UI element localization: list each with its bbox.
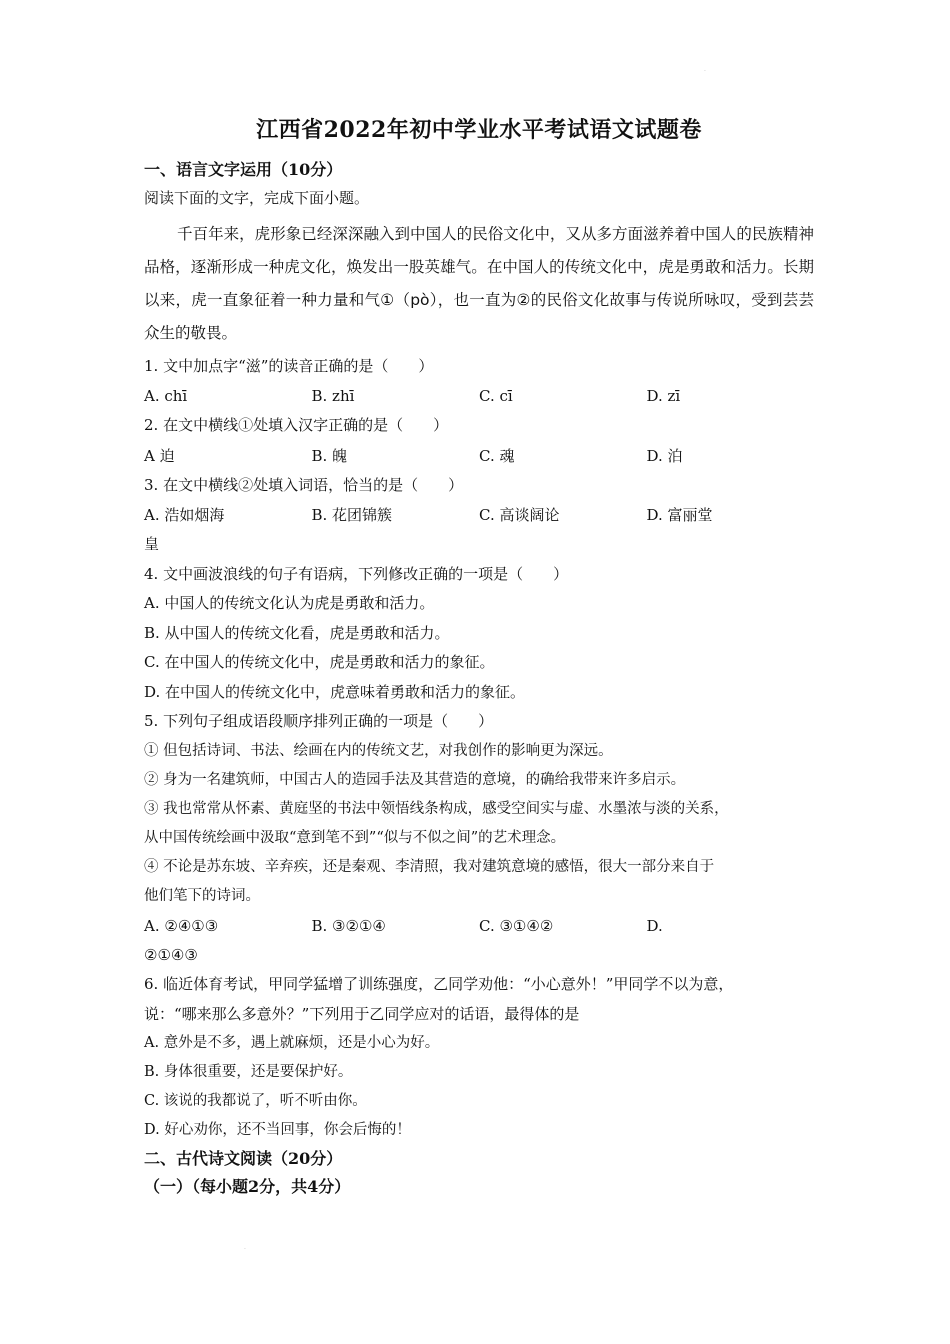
q1-option-d[interactable]: D. zī xyxy=(646,387,681,405)
q2-option-b[interactable]: B. 魄 xyxy=(311,446,348,465)
q5-sentence-1: ① 但包括诗词、书法、绘画在内的传统文艺，对我创作的影响更为深远。 xyxy=(144,742,613,759)
q6-option-d[interactable]: D. 好心劝你，还不当回事，你会后悔的！ xyxy=(144,1122,411,1138)
q5-option-b[interactable]: B. ③②①④ xyxy=(311,916,386,935)
q6-option-b[interactable]: B. 身体很重要，还是要保护好。 xyxy=(144,1064,353,1080)
q5-sentence-4-cont: 他们笔下的诗词。 xyxy=(144,887,260,904)
section1-heading: 一、语言文字运用（10分） xyxy=(144,160,343,179)
reading-passage: 千百年来，虎形象已经深深融入到中国人的民俗文化中，又从多方面滋养着中国人的民族精神品格，逐渐形成一种虎文化，焕发出一股英雄气。在中国人的传统文化中，虎是勇敢和活力。长期以来，虎一直象征着一种力量和气①（pò），也一直为②的民俗文化故事与传说所咏叹，受到芸芸众生的敬畏。 xyxy=(144,224,814,342)
q5-options xyxy=(144,911,814,941)
q2-options xyxy=(144,441,814,471)
section1-instruction: 阅读下面的文字，完成下面小题。 xyxy=(144,189,370,207)
q3-option-d[interactable]: D. 富丽堂 xyxy=(646,506,713,524)
q6-option-c[interactable]: C. 该说的我都说了，听不听由你。 xyxy=(144,1093,367,1109)
q4-option-c[interactable]: C. 在中国人的传统文化中，虎是勇敢和活力的象征。 xyxy=(144,653,495,671)
q1-options xyxy=(144,381,814,411)
q3-option-d-overflow: 皇 xyxy=(144,535,160,553)
q5-sentence-3: ③ 我也常常从怀素、黄庭坚的书法中领悟线条构成，感受空间实与虚、水墨浓与淡的关系， xyxy=(144,800,729,817)
q5-option-a[interactable]: A. ②④①③ xyxy=(144,916,219,935)
q6-option-a[interactable]: A. 意外是不多，遇上就麻烦，还是小心为好。 xyxy=(144,1035,440,1051)
q4-option-d[interactable]: D. 在中国人的传统文化中，虎意味着勇敢和活力的象征。 xyxy=(144,682,526,701)
q4-option-b[interactable]: B. 从中国人的传统文化看，虎是勇敢和活力。 xyxy=(144,623,450,642)
exam-title: 江西省2022年初中学业水平考试语文试题卷 xyxy=(256,117,702,143)
q6-stem-line1: 6. 临近体育考试，甲同学猛增了训练强度，乙同学劝他：“小心意外！”甲同学不以为意， xyxy=(144,975,734,993)
q5-stem: 5. 下列句子组成语段顺序排列正确的一项是（ ） xyxy=(144,712,494,730)
q1-stem: 1. 文中加点字“滋”的读音正确的是（ ） xyxy=(144,356,434,375)
q1-option-c[interactable]: C. cī xyxy=(479,387,513,405)
q2-option-a[interactable]: A 迫 xyxy=(144,446,175,465)
q6-stem-line2: 说：“哪来那么多意外？”下列用于乙同学应对的话语，最得体的是 xyxy=(144,1004,580,1023)
q5-sentence-3-cont: 从中国传统绘画中汲取“意到笔不到”“似与不似之间”的艺术理念。 xyxy=(144,829,566,846)
q4-option-a[interactable]: A. 中国人的传统文化认为虎是勇敢和活力。 xyxy=(144,594,435,612)
q5-option-d[interactable]: D. xyxy=(646,916,663,935)
q3-option-a[interactable]: A. 浩如烟海 xyxy=(144,506,225,524)
q3-stem: 3. 在文中横线②处填入词语，恰当的是（ ） xyxy=(144,475,464,494)
corner-mark: · xyxy=(244,1246,246,1253)
q2-stem: 2. 在文中横线①处填入汉字正确的是（ ） xyxy=(144,416,449,434)
section2-subheading: （一）（每小题2分，共4分） xyxy=(144,1177,351,1196)
corner-mark: · xyxy=(704,68,706,75)
q5-sentence-4: ④ 不论是苏东坡、辛弃疾，还是秦观、李清照，我对建筑意境的感悟，很大一部分来自于 xyxy=(144,858,715,875)
q3-option-b[interactable]: B. 花团锦簇 xyxy=(311,506,393,524)
q3-option-c[interactable]: C. 高谈阔论 xyxy=(479,506,560,524)
q4-stem: 4. 文中画波浪线的句子有语病，下列修改正确的一项是（ ） xyxy=(144,564,569,583)
q2-option-c[interactable]: C. 魂 xyxy=(479,446,515,465)
exam-content xyxy=(144,112,814,1201)
q1-option-a[interactable]: A. chī xyxy=(144,387,188,405)
q5-option-d-overflow: ②①④③ xyxy=(144,945,198,964)
q5-option-c[interactable]: C. ③①④② xyxy=(479,916,554,935)
q1-option-b[interactable]: B. zhī xyxy=(311,387,355,405)
q2-option-d[interactable]: D. 泊 xyxy=(646,446,683,465)
section2-heading: 二、古代诗文阅读（20分） xyxy=(144,1149,343,1168)
q5-sentence-2: ② 身为一名建筑师，中国古人的造园手法及其营造的意境，的确给我带来许多启示。 xyxy=(144,771,686,788)
q3-options xyxy=(144,500,814,530)
